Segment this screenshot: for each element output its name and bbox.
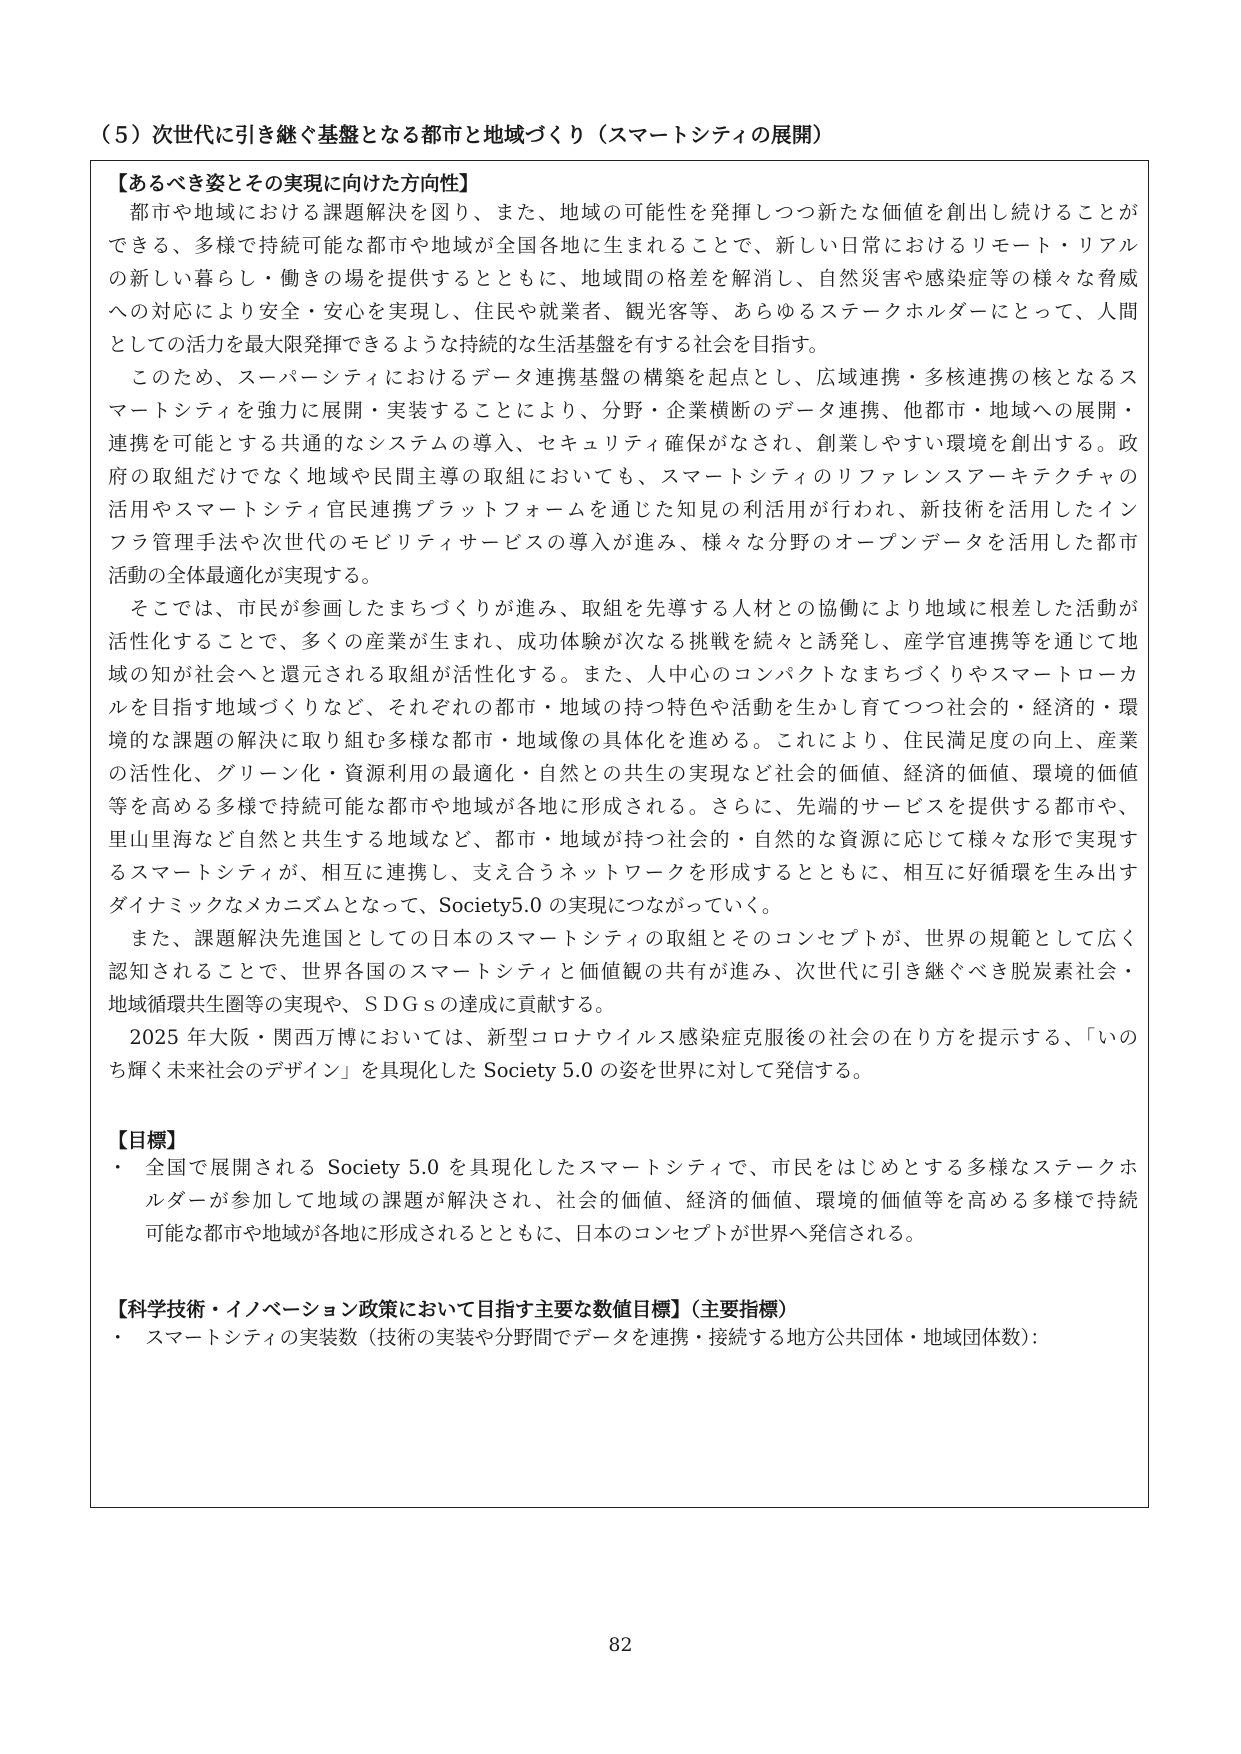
targets-line: スマートシティの実装数（技術の実装や分野間でデータを連携・接続する地方公共団体・地域団体数）： xyxy=(145,1326,1050,1349)
vision-line: そこでは、市民が参画したまちづくりが進み、取組を先導する人材との協働により地域に根差した活動が xyxy=(108,597,1138,620)
page-number: 82 xyxy=(608,1634,633,1656)
vision-line: 活性化することで、多くの産業が生まれ、成功体験が次なる挑戦を続々と誘発し、産学官連携等を通じて地 xyxy=(108,630,1138,653)
vision-heading: 【あるべき姿とその実現に向けた方向性】 xyxy=(108,172,479,195)
vision-line: 地域循環共生圏等の実現や、ＳＤＧｓの達成に貢献する。 xyxy=(108,993,615,1016)
vision-line: フラ管理手法や次世代のモビリティサービスの導入が進み、様々な分野のオープンデータを活用した都市 xyxy=(108,531,1138,554)
vision-line: また、課題解決先進国としての日本のスマートシティの取組とそのコンセプトが、世界の規範として広く xyxy=(108,927,1138,950)
goals-line: 全国で展開される Society 5.0 を具現化したスマートシティで、市民をはじめとする多様なステークホ xyxy=(145,1156,1138,1179)
section-title: （５）次世代に引き継ぐ基盤となる都市と地域づくり（スマートシティの展開） xyxy=(90,123,834,147)
vision-line: 里山里海など自然と共生する地域など、都市・地域が持つ社会的・自然的な資源に応じて様々な形で実現す xyxy=(108,828,1138,851)
goals-line: 可能な都市や地域が各地に形成されるとともに、日本のコンセプトが世界へ発信される。 xyxy=(145,1222,926,1245)
goals-heading: 【目標】 xyxy=(108,1129,187,1152)
vision-line: としての活力を最大限発揮できるような持続的な生活基盤を有する社会を目指す。 xyxy=(108,333,828,356)
vision-line: への対応により安全・安心を実現し、住民や就業者、観光客等、あらゆるステークホルダーにとって、人間 xyxy=(108,300,1138,323)
vision-line: ち輝く未来社会のデザイン」を具現化した Society 5.0 の姿を世界に対して発信する。 xyxy=(108,1059,873,1082)
vision-line: 活用やスマートシティ官民連携プラットフォームを通じた知見の利活用が行われ、新技術を活用したイン xyxy=(108,498,1138,521)
vision-line: の活性化、グリーン化・資源利用の最適化・自然との共生の実現など社会的価値、経済的価値、環境的価値 xyxy=(108,762,1138,785)
vision-line: 認知されることで、世界各国のスマートシティと価値観の共有が進み、次世代に引き継ぐべき脱炭素社会・ xyxy=(108,960,1138,983)
vision-line: 府の取組だけでなく地域や民間主導の取組においても、スマートシティのリファレンスアーキテクチャの xyxy=(108,465,1138,488)
vision-line: ダイナミックなメカニズムとなって、Society5.0 の実現につながっていく。 xyxy=(108,894,782,917)
vision-line: の新しい暮らし・働きの場を提供するとともに、地域間の格差を解消し、自然災害や感染症等の様々な脅威 xyxy=(108,267,1138,290)
goals-bullet: ・ xyxy=(108,1156,128,1179)
vision-line: できる、多様で持続可能な都市や地域が全国各地に生まれることで、新しい日常におけるリモート・リアル xyxy=(108,234,1138,257)
vision-line: ルを目指す地域づくりなど、それぞれの都市・地域の持つ特色や活動を生かし育てつつ社会的・経済的・環 xyxy=(108,696,1138,719)
vision-line: 境的な課題の解決に取り組む多様な都市・地域像の具体化を進める。これにより、住民満足度の向上、産業 xyxy=(108,729,1138,752)
targets-bullet: ・ xyxy=(108,1326,128,1349)
vision-line: 等を高める多様で持続可能な都市や地域が各地に形成される。さらに、先端的サービスを提供する都市や、 xyxy=(108,795,1138,818)
vision-line: 2025 年大阪・関西万博においては、新型コロナウイルス感染症克服後の社会の在り方を提示する、「いの xyxy=(108,1026,1138,1049)
targets-heading: 【科学技術・イノベーション政策において目指す主要な数値目標】（主要指標） xyxy=(108,1298,798,1321)
vision-line: 活動の全体最適化が実現する。 xyxy=(108,564,382,587)
vision-line: 域の知が社会へと還元される取組が活性化する。また、人中心のコンパクトなまちづくりやスマートローカ xyxy=(108,663,1138,686)
vision-line: このため、スーパーシティにおけるデータ連携基盤の構築を起点とし、広域連携・多核連携の核となるス xyxy=(108,366,1138,389)
goals-line: ルダーが参加して地域の課題が解決され、社会的価値、経済的価値、環境的価値等を高める多様で持続 xyxy=(145,1189,1138,1212)
vision-line: るスマートシティが、相互に連携し、支え合うネットワークを形成するとともに、相互に好循環を生み出す xyxy=(108,861,1138,884)
vision-line: マートシティを強力に展開・実装することにより、分野・企業横断のデータ連携、他都市・地域への展開・ xyxy=(108,399,1138,422)
vision-line: 連携を可能とする共通的なシステムの導入、セキュリティ確保がなされ、創業しやすい環境を創出する。政 xyxy=(108,432,1138,455)
vision-line: 都市や地域における課題解決を図り、また、地域の可能性を発揮しつつ新たな価値を創出し続けることが xyxy=(108,201,1138,224)
